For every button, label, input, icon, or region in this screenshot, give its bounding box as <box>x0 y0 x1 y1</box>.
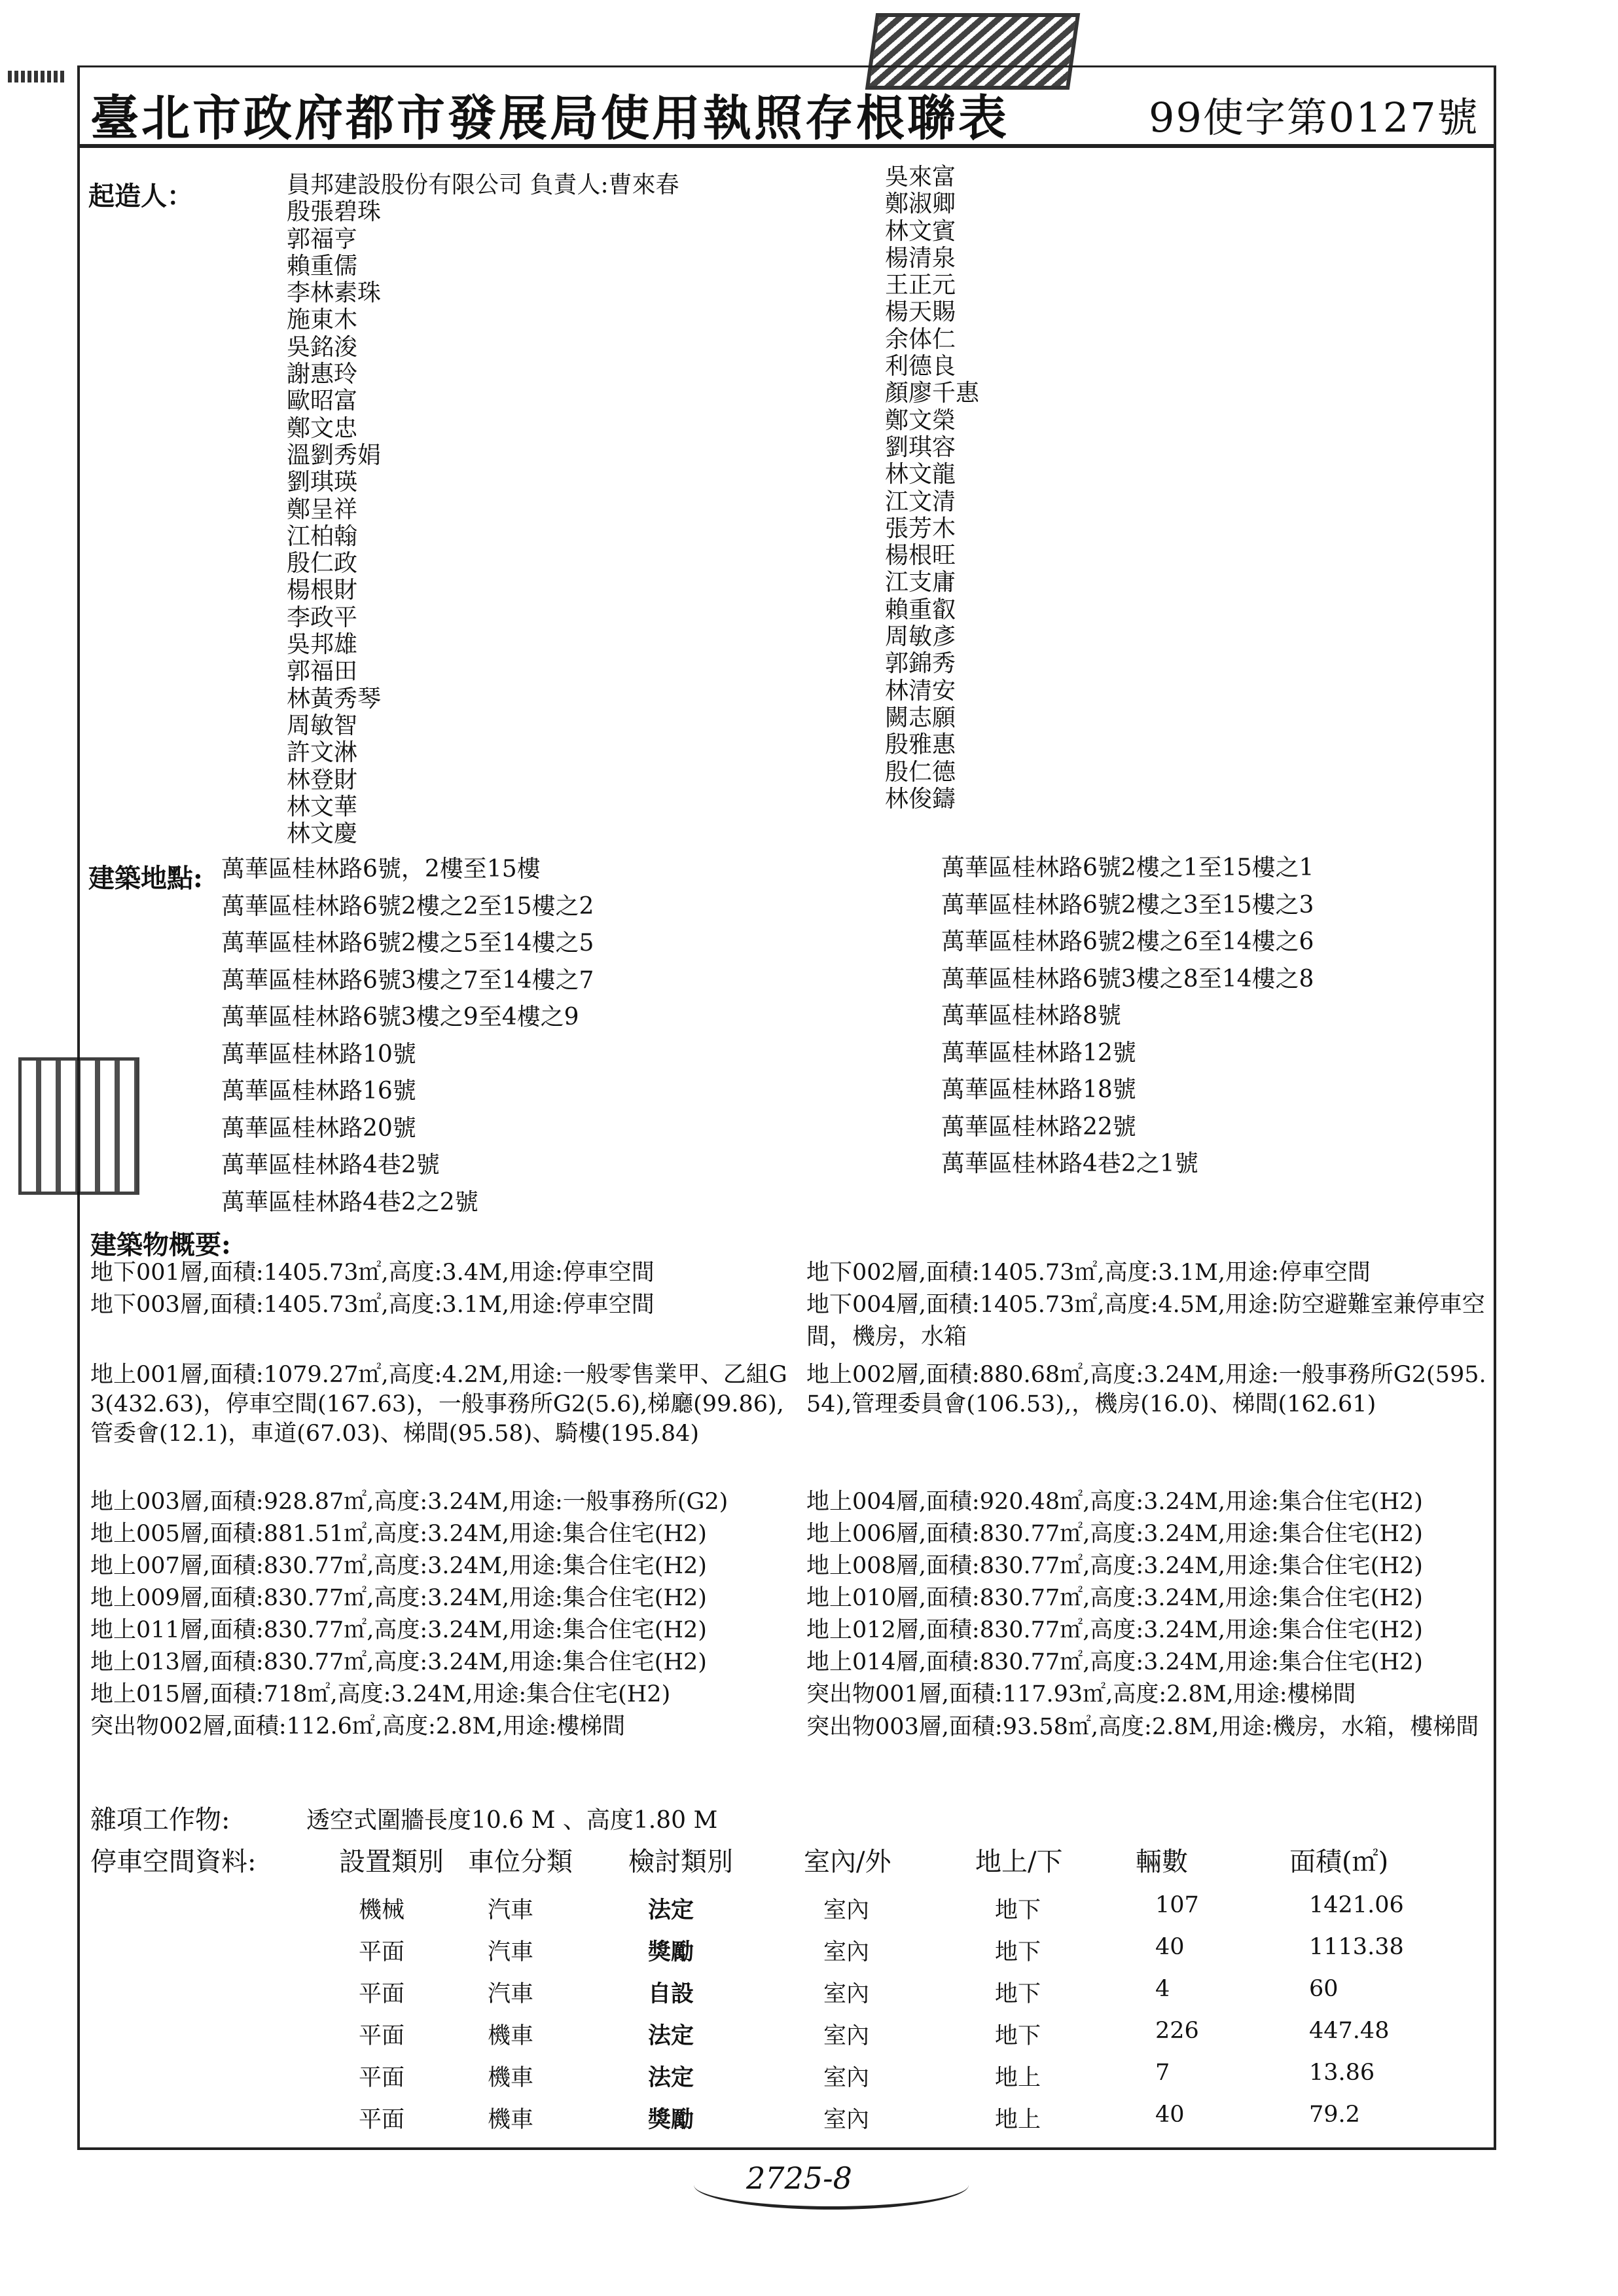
applicant-name: 郭福亨 <box>287 225 358 253</box>
parking-cell: 汽車 <box>488 1897 534 1923</box>
parking-cell: 107 <box>1155 1892 1199 1918</box>
applicant-name: 顏廖千惠 <box>885 380 980 407</box>
applicant-name: 林文龍 <box>885 461 956 488</box>
applicants-column-1 <box>287 172 679 847</box>
parking-cell: 60 <box>1309 1976 1339 2002</box>
site-address: 萬華區桂林路12號 <box>941 1039 1136 1066</box>
applicant-name: 劉琪容 <box>885 433 956 461</box>
parking-cell: 自設 <box>648 1980 694 2007</box>
parking-cell: 40 <box>1155 2102 1185 2128</box>
parking-cell: 室內 <box>823 2065 870 2091</box>
floor-line: 地下002層,面積:1405.73㎡,高度:3.1M,用途:停車空間 <box>806 1260 1371 1286</box>
site-address: 萬華區桂林路6號，2樓至15樓 <box>221 856 541 883</box>
floor-line: 地下001層,面積:1405.73㎡,高度:3.4M,用途:停車空間 <box>90 1260 655 1286</box>
parking-cell: 7 <box>1155 2060 1170 2086</box>
floor-line: 地上011層,面積:830.77㎡,高度:3.24M,用途:集合住宅(H2) <box>90 1617 707 1643</box>
applicant-name: 賴重叡 <box>885 596 956 623</box>
applicant-name: 楊根財 <box>287 577 358 604</box>
applicant-name: 鄭文榮 <box>885 407 956 434</box>
floor-line: 地上013層,面積:830.77㎡,高度:3.24M,用途:集合住宅(H2) <box>90 1649 707 1675</box>
applicant-name: 林文慶 <box>287 820 358 848</box>
basement-right <box>806 1257 1494 1353</box>
site-address: 萬華區桂林路4巷2之1號 <box>941 1150 1198 1177</box>
parking-cell: 室內 <box>823 1981 870 2007</box>
parking-cell: 平面 <box>359 2107 405 2133</box>
parking-header: 室內/外 <box>804 1847 891 1877</box>
site-address: 萬華區桂林路10號 <box>221 1040 416 1068</box>
parking-cell: 法定 <box>648 2022 694 2049</box>
applicants-column-2 <box>885 164 979 812</box>
applicant-name: 賴重儒 <box>287 252 358 280</box>
parking-cell: 機車 <box>488 2023 534 2049</box>
floor-line: 地上004層,面積:920.48㎡,高度:3.24M,用途:集合住宅(H2) <box>806 1489 1423 1515</box>
site-address: 萬華區桂林路6號3樓之8至14樓之8 <box>941 965 1314 993</box>
applicant-name: 江支庸 <box>885 569 956 596</box>
applicant-name: 林俊鑄 <box>885 785 956 812</box>
floor-line: 地上009層,面積:830.77㎡,高度:3.24M,用途:集合住宅(H2) <box>90 1585 707 1611</box>
floor-line: 地下004層,面積:1405.73㎡,高度:4.5M,用途:防空避難室兼停車空間，機房，水箱 <box>806 1292 1485 1350</box>
applicant-name: 楊清泉 <box>885 244 956 272</box>
applicant-name: 林登財 <box>287 766 358 793</box>
parking-cell: 室內 <box>823 1897 870 1923</box>
parking-cell: 13.86 <box>1309 2060 1375 2086</box>
floor-line: 突出物002層,面積:112.6㎡,高度:2.8M,用途:樓梯間 <box>90 1713 626 1740</box>
site-label: 建築地點: <box>88 863 203 894</box>
applicant-name: 林清安 <box>885 677 956 704</box>
applicant-name: 溫劉秀娟 <box>287 441 382 469</box>
parking-header: 面積(㎡) <box>1289 1847 1389 1877</box>
site-address: 萬華區桂林路18號 <box>941 1076 1136 1103</box>
site-address: 萬華區桂林路20號 <box>221 1114 416 1142</box>
applicant-name: 李林素珠 <box>287 280 382 307</box>
applicant-name: 郭錦秀 <box>885 650 956 678</box>
parking-cell: 40 <box>1155 1934 1185 1960</box>
basement-left <box>90 1257 655 1321</box>
parking-cell: 地下 <box>995 2023 1041 2049</box>
applicant-name: 鄭淑卿 <box>885 191 956 218</box>
parking-cell: 地下 <box>995 1897 1041 1923</box>
floor-line: 地上007層,面積:830.77㎡,高度:3.24M,用途:集合住宅(H2) <box>90 1553 707 1579</box>
parking-cell: 79.2 <box>1309 2102 1360 2128</box>
site-address: 萬華區桂林路6號2樓之3至15樓之3 <box>941 891 1314 919</box>
site-address: 萬華區桂林路6號3樓之7至14樓之7 <box>221 966 594 994</box>
site-address: 萬華區桂林路8號 <box>941 1002 1121 1029</box>
parking-cell: 平面 <box>359 2023 405 2049</box>
applicant-name: 吳銘浚 <box>287 333 358 361</box>
parking-cell: 4 <box>1155 1976 1170 2002</box>
side-seal-stamp <box>18 1057 139 1195</box>
applicant-name: 楊天賜 <box>885 299 956 326</box>
applicant-name: 殷張碧珠 <box>287 198 382 226</box>
parking-cell: 法定 <box>648 1897 694 1923</box>
applicant-name: 林文華 <box>287 793 358 820</box>
floor-line: 地上006層,面積:830.77㎡,高度:3.24M,用途:集合住宅(H2) <box>806 1521 1423 1547</box>
applicant-name: 鄭呈祥 <box>287 496 358 523</box>
applicant-name: 鄭文忠 <box>287 414 358 442</box>
site-address: 萬華區桂林路6號3樓之9至4樓之9 <box>221 1004 579 1030</box>
site-address: 萬華區桂林路6號2樓之6至14樓之6 <box>941 928 1314 955</box>
site-address: 萬華區桂林路4巷2號 <box>221 1152 440 1178</box>
applicant-name: 林黃秀琴 <box>287 685 382 712</box>
parking-cell: 平面 <box>359 1981 405 2007</box>
applicant-name: 利德良 <box>885 353 956 380</box>
parking-cell: 獎勵 <box>648 1939 694 1965</box>
parking-cell: 地上 <box>995 2107 1041 2133</box>
site-address: 萬華區桂林路6號2樓之2至15樓之2 <box>221 892 594 920</box>
parking-cell: 室內 <box>823 1939 870 1965</box>
parking-cell: 447.48 <box>1309 2018 1390 2044</box>
parking-cell: 地上 <box>995 2065 1041 2091</box>
applicant-name: 吳來富 <box>885 164 956 191</box>
parking-cell: 室內 <box>823 2107 870 2133</box>
parking-cell: 平面 <box>359 2065 405 2091</box>
parking-cell: 平面 <box>359 1939 405 1965</box>
parking-cell: 機車 <box>488 2065 534 2091</box>
parking-header: 檢討類別 <box>628 1847 733 1877</box>
parking-header: 車位分類 <box>468 1847 573 1877</box>
upper-floors-left <box>90 1486 728 1743</box>
building-label: 建築物概要: <box>90 1230 231 1260</box>
floor-line: 地上010層,面積:830.77㎡,高度:3.24M,用途:集合住宅(H2) <box>806 1585 1423 1611</box>
floor-line: 地上014層,面積:830.77㎡,高度:3.24M,用途:集合住宅(H2) <box>806 1649 1423 1675</box>
applicant-name: 周敏智 <box>287 712 358 739</box>
floor-line: 地上008層,面積:830.77㎡,高度:3.24M,用途:集合住宅(H2) <box>806 1553 1423 1579</box>
parking-header: 設置類別 <box>339 1847 444 1877</box>
floor-line: 地上005層,面積:881.51㎡,高度:3.24M,用途:集合住宅(H2) <box>90 1521 707 1547</box>
parking-cell: 機車 <box>488 2107 534 2133</box>
site-address: 萬華區桂林路22號 <box>941 1113 1136 1140</box>
parking-header: 輛數 <box>1136 1847 1188 1877</box>
misc-value: 透空式圍牆長度10.6 M 、高度1.80 M <box>306 1807 718 1834</box>
parking-cell: 汽車 <box>488 1981 534 2007</box>
parking-cell: 地下 <box>995 1939 1041 1965</box>
site-address: 萬華區桂林路6號2樓之1至15樓之1 <box>941 854 1314 881</box>
parking-cell: 1113.38 <box>1309 1934 1404 1960</box>
applicant-name: 歐昭富 <box>287 388 358 415</box>
corner-mark <box>8 71 67 82</box>
applicant-name: 余体仁 <box>885 325 956 353</box>
protrusion-003: 突出物003層,面積:93.58㎡,高度:2.8M,用途:機房，水箱，樓梯間 <box>806 1714 1479 1740</box>
applicant-name: 周敏彥 <box>885 623 956 651</box>
applicant-name: 殷雅惠 <box>885 731 956 759</box>
applicant-name: 許文淋 <box>287 739 358 767</box>
applicant-name: 闕志願 <box>885 704 956 731</box>
parking-label: 停車空間資料: <box>90 1847 257 1877</box>
parking-cell: 室內 <box>823 2023 870 2049</box>
floor-line: 地上015層,面積:718㎡,高度:3.24M,用途:集合住宅(H2) <box>90 1681 671 1707</box>
parking-cell: 法定 <box>648 2064 694 2091</box>
site-column-1 <box>221 851 594 1221</box>
floor-001: 地上001層,面積:1079.27㎡,高度:4.2M,用途:一般零售業甲、乙組G3(432.63)，停車空間(167.63)，一般事務所G2(5.6),梯廳(99.86),管委會(12.1)，車道(67.03)、梯間(95.58)、騎樓(195.84) <box>90 1362 787 1447</box>
misc-label: 雜項工作物: <box>90 1805 230 1835</box>
parking-cell: 機械 <box>359 1897 405 1923</box>
parking-cell: 獎勵 <box>648 2106 694 2133</box>
applicant-name: 郭福田 <box>287 658 358 685</box>
site-column-2 <box>941 850 1314 1183</box>
page-title: 臺北市政府都市發展局使用執照存根聯表 <box>90 90 1009 147</box>
applicant-name: 江柏翰 <box>287 522 358 550</box>
floor-002: 地上002層,面積:880.68㎡,高度:3.24M,用途:一般事務所G2(595.54),管理委員會(106.53),，機房(16.0)、梯間(162.61) <box>806 1362 1486 1417</box>
site-address: 萬華區桂林路6號2樓之5至14樓之5 <box>221 930 594 957</box>
parking-cell: 地下 <box>995 1981 1041 2007</box>
applicant-name: 謝惠玲 <box>287 361 358 388</box>
applicant-name: 張芳木 <box>885 515 956 542</box>
parking-cell: 1421.06 <box>1309 1892 1404 1918</box>
floor-line: 地上003層,面積:928.87㎡,高度:3.24M,用途:一般事務所(G2) <box>90 1489 728 1515</box>
applicant-name: 殷仁政 <box>287 550 358 577</box>
applicant-name: 員邦建設股份有限公司 負責人:曹來春 <box>287 172 679 198</box>
parking-cell: 汽車 <box>488 1939 534 1965</box>
applicant-name: 施東木 <box>287 306 358 334</box>
site-address: 萬華區桂林路16號 <box>221 1078 416 1104</box>
applicants-label: 起造人： <box>88 181 193 211</box>
applicant-name: 江文清 <box>885 488 956 515</box>
footer-code: 2725-8 <box>746 2160 852 2196</box>
applicant-name: 殷仁德 <box>885 758 956 786</box>
applicant-name: 林文賓 <box>885 217 956 245</box>
applicant-name: 李政平 <box>287 604 358 631</box>
site-address: 萬華區桂林路4巷2之2號 <box>221 1188 478 1216</box>
applicant-name: 楊根旺 <box>885 542 956 570</box>
floor-line: 地下003層,面積:1405.73㎡,高度:3.1M,用途:停車空間 <box>90 1292 655 1318</box>
floor-line: 突出物001層,面積:117.93㎡,高度:2.8M,用途:樓梯間 <box>806 1681 1356 1707</box>
applicant-name: 王正元 <box>885 272 956 299</box>
upper-floors-right <box>806 1486 1423 1711</box>
applicant-name: 吳邦雄 <box>287 631 358 659</box>
floor-line: 地上012層,面積:830.77㎡,高度:3.24M,用途:集合住宅(H2) <box>806 1617 1423 1643</box>
parking-cell: 226 <box>1155 2018 1199 2044</box>
permit-number: 99使字第0127號 <box>1149 94 1479 141</box>
parking-header: 地上/下 <box>975 1847 1063 1877</box>
applicant-name: 劉琪瑛 <box>287 469 358 496</box>
